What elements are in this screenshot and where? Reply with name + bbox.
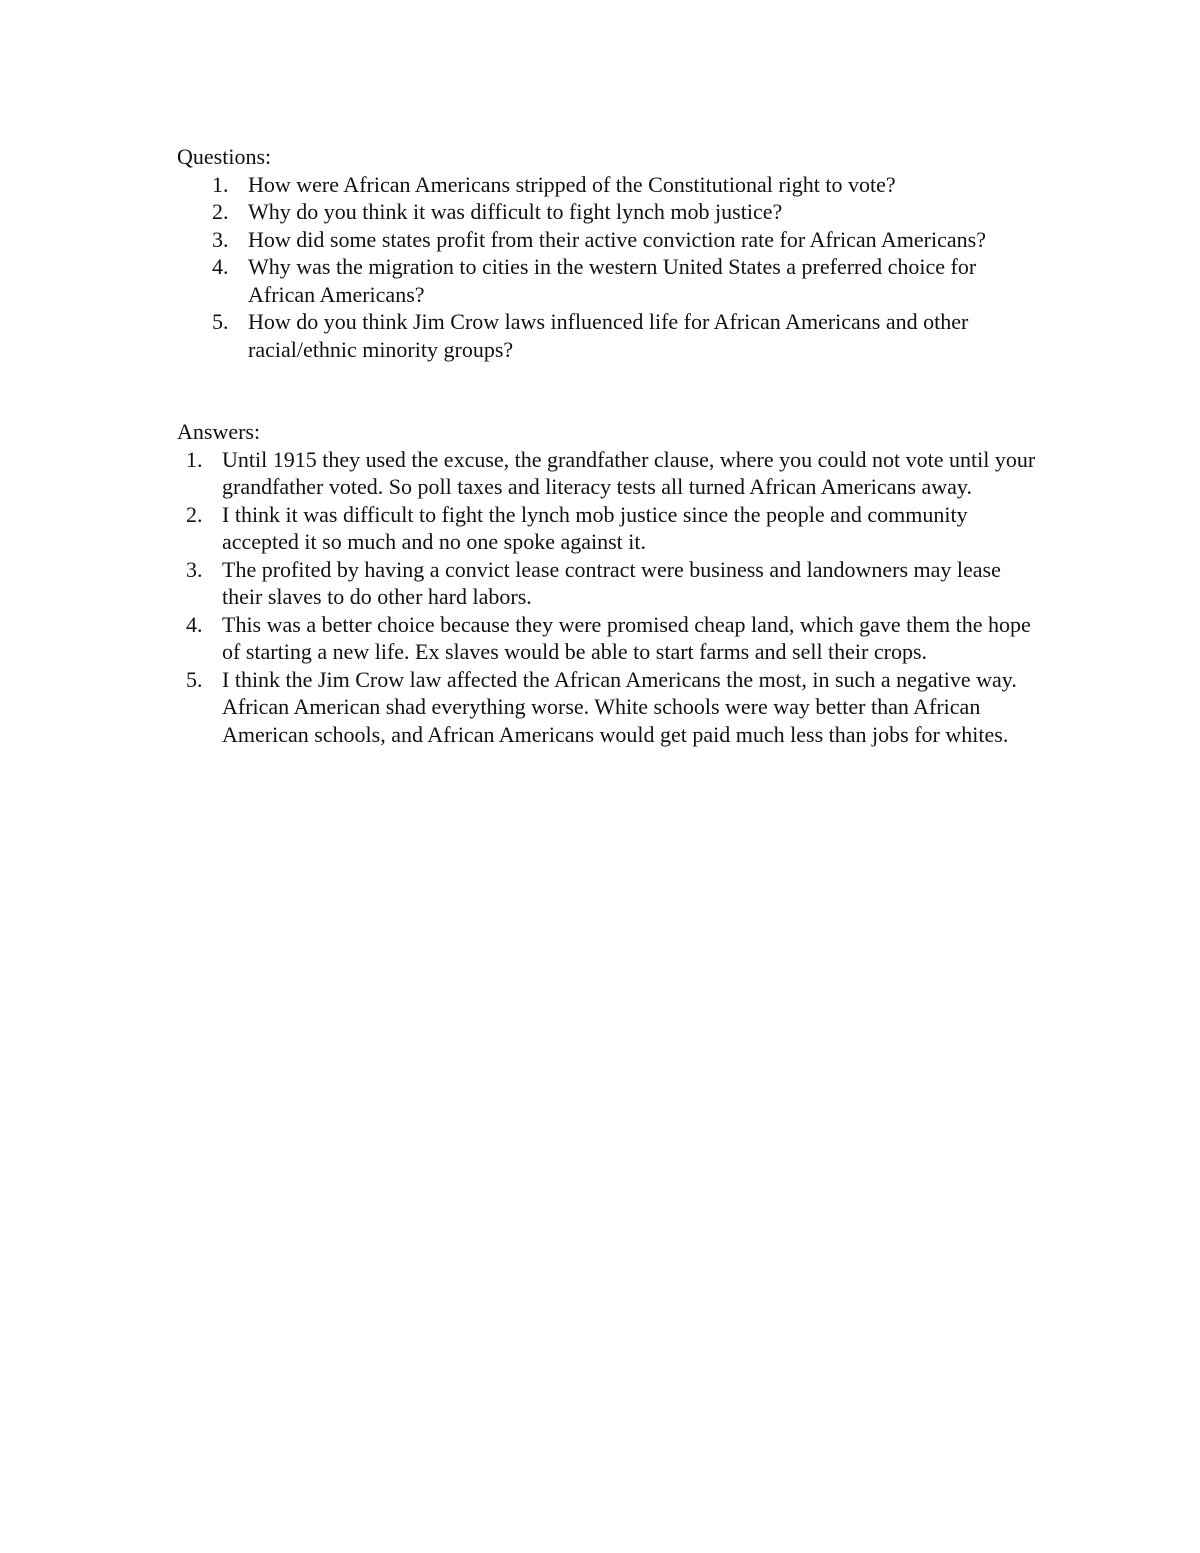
question-text: Why was the migration to cities in the western United States a preferred choice for African Americans? [248, 254, 977, 307]
answers-heading: Answers: [177, 419, 261, 444]
question-number: 3. [212, 226, 229, 252]
questions-section [177, 143, 1037, 363]
answer-number: 2. [186, 501, 203, 527]
answer-number: 3. [186, 556, 203, 582]
questions-heading: Questions: [177, 144, 272, 169]
answer-text: I think the Jim Crow law affected the African Americans the most, in such a negative way. African American shad everything worse. White schools were way better than African American schools, and African Americans would get paid much less than jobs for whites. [222, 666, 1017, 747]
question-number: 4. [212, 254, 229, 279]
answer-item [177, 446, 1037, 501]
answer-text: The profited by having a convict lease contract were business and landowners may lease their slaves to do other hard labors. [222, 556, 1001, 609]
answer-number: 5. [186, 666, 203, 692]
question-item [177, 198, 1037, 226]
question-text: How do you think Jim Crow laws influenced life for African Americans and other racial/ethnic minority groups? [248, 309, 969, 362]
question-item [177, 253, 1037, 308]
question-item [177, 308, 1037, 363]
answer-item [177, 666, 1037, 749]
question-text: How were African Americans stripped of the Constitutional right to vote? [248, 171, 896, 197]
question-number: 1. [212, 171, 229, 197]
answer-item [177, 556, 1037, 611]
answer-number: 4. [186, 611, 203, 637]
question-text: Why do you think it was difficult to fight lynch mob justice? [248, 199, 783, 224]
answer-item [177, 501, 1037, 556]
answer-text: I think it was difficult to fight the lynch mob justice since the people and community accepted it so much and no one spoke against it. [222, 501, 968, 554]
answer-item [177, 611, 1037, 666]
question-item [177, 171, 1037, 199]
answer-text: This was a better choice because they were promised cheap land, which gave them the hope of starting a new life. Ex slaves would be able to start farms and sell their crops. [222, 611, 1031, 664]
answers-list [177, 446, 1037, 749]
answers-section [177, 418, 1037, 748]
questions-list [177, 171, 1037, 364]
question-number: 5. [212, 309, 229, 334]
question-text: How did some states profit from their active conviction rate for African Americans? [248, 226, 986, 252]
answer-number: 1. [186, 446, 203, 472]
question-item [177, 226, 1037, 254]
answer-text: Until 1915 they used the excuse, the grandfather clause, where you could not vote until your grandfather voted. So poll taxes and literacy tests all turned African Americans away. [222, 446, 1036, 499]
question-number: 2. [212, 199, 229, 224]
